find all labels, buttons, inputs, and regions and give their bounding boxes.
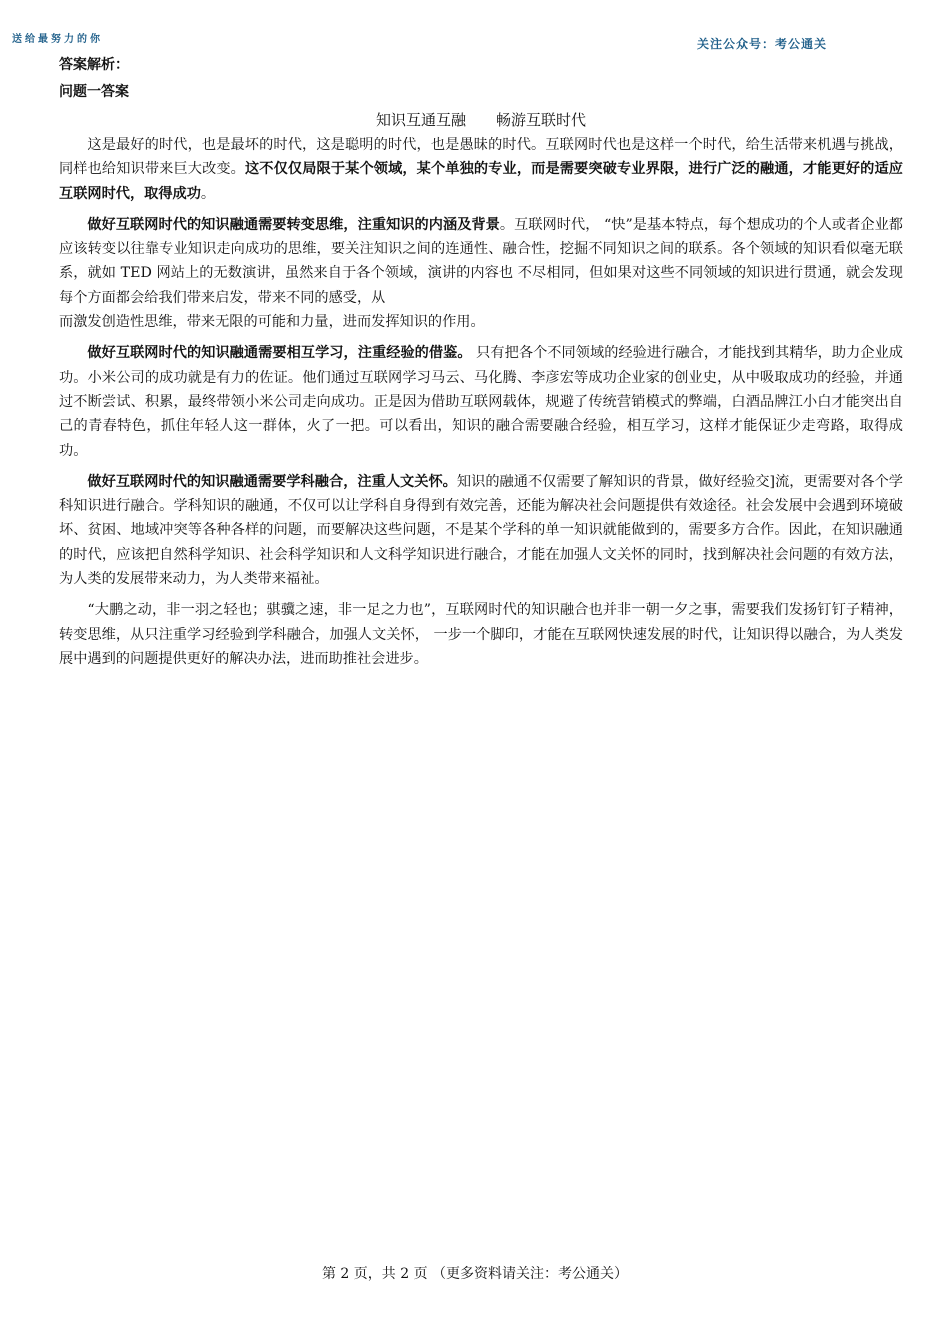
paragraph-point-2 — [59, 341, 903, 462]
question-one-label: 问题一答案 — [59, 84, 129, 100]
paragraph-heading: 做好互联网时代的知识融通需要相互学习，注重经验的借鉴。 — [87, 345, 472, 362]
paragraph-point-1 — [59, 213, 903, 310]
essay-title — [59, 108, 903, 132]
paragraph-text: 。互联网时代， “快”是基本特点，每个想成功的个人或者企业都应该转变以往靠专业知识走向成功的思维，要关注知识之间的连通性、融合性，挖掘不同知识之间的联系。各个领域的知识看似毫无联系，就如 TED 网站上的无数演讲，虽然来自于各个领域，演讲的内容也 不尽相同，但如果对这些不同领域的知识进行贯通，就会发现每个方面都会给我们带来启发，带来不同的感受，从 — [59, 216, 903, 306]
answer-analysis-label: 答案解析： — [59, 57, 129, 73]
paragraph-text-tail: 。 — [200, 185, 216, 202]
essay-title-part-2: 畅游互联时代 — [496, 111, 587, 129]
paragraph-text: 这是最好的时代，也是最坏的时代，这是聪明的时代，也是愚昧的时代。互联网时代也是这样一个时代，给生活带来机遇与挑战，同样也给知识带来巨大改变。 — [59, 137, 903, 178]
paragraph-intro — [59, 133, 903, 206]
paragraph-text: “大鹏之动，非一羽之轻也；骐骥之速，非一足之力也”，互联网时代的知识融合也并非一朝一夕之事，需要我们发扬钉钉子精神，转变思维，从只注重学习经验到学科融合，加强人文关怀， 一步一个脚印，才能在互联网快速发展的时代，让知识得以融合，为人类发展中遇到的问题提供更好的解决办法，进而助推社会进步。 — [59, 602, 903, 667]
paragraph-heading: 做好互联网时代的知识融通需要转变思维，注重知识的内涵及背景 — [87, 216, 500, 233]
paragraph-text: 只有把各个不同领域的经验进行融合，才能找到其精华，助力企业成功。小米公司的成功就是有力的佐证。他们通过互联网学习马云、马化腾、李彦宏等成功企业家的创业史，从中吸取成功的经验，并通过不断尝试、积累，最终带领小米公司走向成功。正是因为借助互联网载体，规避了传统营销模式的弊端，白酒品牌江小白才能突出自己的青春特色，抓住年轻人这一群体，火了一把。可以看出，知识的融合需要融合经验，相互学习，这样才能保证少走弯路，取得成功。 — [59, 345, 903, 459]
header-follow-note: 关注公众号：考公通关 — [697, 37, 828, 51]
page-footer: 第 2 页，共 2 页 （更多资料请关注：考公通关） — [321, 1266, 629, 1282]
paragraph-conclusion — [59, 598, 903, 671]
paragraph-heading: 做好互联网时代的知识融通需要学科融合，注重人文关怀。 — [87, 473, 457, 490]
paragraph-text: 知识的融通不仅需要了解知识的背景，做好经验交]流，更需要对各个学科知识进行融合。学科知识的融通，不仅可以让学科自身得到有效完善，还能为解决社会问题提供有效途径。社会发展中会遇到环境破坏、贫困、地域冲突等各种各样的问题，而要解决这些问题，不是某个学科的单一知识就能做到的，需要多方合作。因此，在知识融通的时代，应该把自然科学知识、社会科学知识和人文科学知识进行融合，才能在加强人文关怀的同时，找到解决社会问题的有效方法，为人类的发展带来动力，为人类带来福祉。 — [59, 473, 903, 588]
document-body — [59, 52, 903, 678]
paragraph-text: 而激发创造性思维，带来无限的可能和力量，进而发挥知识的作用。 — [59, 314, 485, 331]
paragraph-thesis: 这不仅仅局限于某个领域，某个单独的专业，而是需要突破专业界限，进行广泛的融通，才能更好的适应互联网时代，取得成功 — [59, 161, 903, 202]
paragraph-point-3 — [59, 470, 903, 591]
essay-title-part-1: 知识互通互融 — [375, 111, 466, 129]
paragraph-point-1-continued — [59, 310, 903, 334]
header-slogan: 送给最努力的你 — [12, 34, 103, 45]
